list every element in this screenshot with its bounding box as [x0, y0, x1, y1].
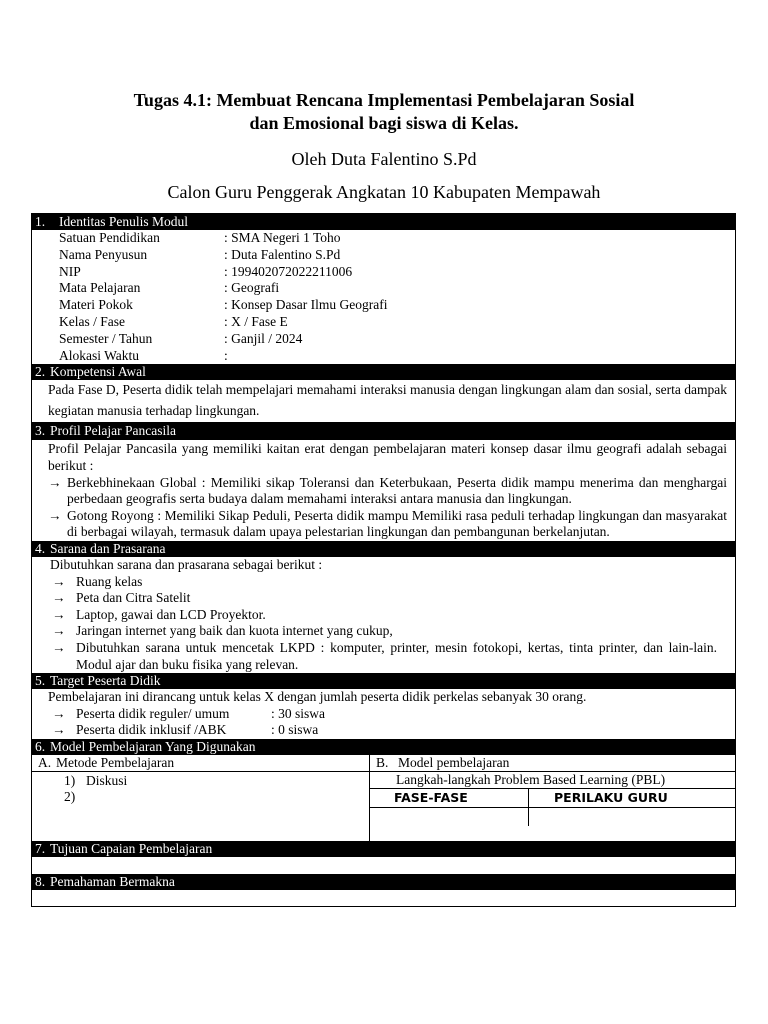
sub-label: B. [376, 754, 389, 770]
module-table [31, 213, 736, 907]
section-number: 1. [35, 214, 46, 229]
list-item-text: Diskusi [86, 772, 128, 788]
identity-row [59, 280, 735, 297]
list-item [64, 789, 369, 805]
identity-value: : 199402072022211006 [224, 263, 353, 279]
section-title: Target Peserta Didik [50, 673, 161, 689]
section-title: Kompetensi Awal [50, 364, 146, 380]
phase-table-row [370, 808, 735, 826]
list-item [48, 590, 717, 607]
identity-row [59, 348, 735, 365]
list-item [64, 773, 369, 789]
author-line: Oleh Duta Falentino S.Pd [291, 149, 477, 169]
learning-method-header [32, 755, 369, 772]
list-item-text: Peta dan Citra Satelit [76, 590, 191, 606]
pancasila-profile [32, 439, 735, 541]
section-title: Sarana dan Prasarana [50, 540, 166, 556]
section-title: Tujuan Capaian Pembelajaran [50, 840, 213, 856]
item-number: 1) [64, 772, 76, 788]
phase-table-header [370, 789, 735, 808]
identity-label: Semester / Tahun [59, 330, 153, 346]
identity-label: Nama Penyusun [59, 246, 148, 262]
section-7-body [32, 857, 735, 874]
pbl-steps-title: Langkah-langkah Problem Based Learning (PBL) [370, 772, 735, 789]
identity-row [59, 264, 735, 281]
facilities [32, 557, 735, 673]
list-item-text: Gotong Royong : Memiliki Sikap Peduli, Peserta didik mampu Memiliki rasa peduli terhadap lingkungan dan masyarakat di berbagai wilayah, termasuk dalam upaya pelestarian lingkungan dan pembangunan berkelanjutan. [67, 507, 727, 540]
section-number: 5. [35, 673, 46, 689]
identity-row [59, 297, 735, 314]
section-number: 8. [35, 873, 46, 889]
arrow-icon: → [48, 474, 62, 490]
arrow-icon: → [52, 623, 66, 639]
section-number: 3. [35, 423, 46, 439]
identity-label: NIP [59, 263, 81, 279]
item-number: 2) [64, 788, 76, 804]
initial-competence-text: Pada Fase D, Peserta didik telah mempelajari memahami interaksi manusia dengan lingkungan alam dan sosial, serta dampak kegiatan manusia terhadap lingkungan. [32, 380, 735, 423]
list-item [48, 574, 717, 591]
identity-label: Satuan Pendidikan [59, 230, 160, 245]
phase-column-header: FASE-FASE [370, 789, 529, 807]
identity-value: : SMA Negeri 1 Toho [224, 230, 341, 245]
title-line-2: dan Emosional bagi siswa di Kelas. [249, 113, 519, 133]
identity-value: : Duta Falentino S.Pd [224, 246, 341, 262]
list-item-text: Berkebhinekaan Global : Memiliki sikap Toleransi dan Keterbukaan, Peserta didik mampu menerima dan menghargai perbedaan geografis serta budaya dalam memahami interaksi antara manusia dan lingkungan. [67, 474, 727, 507]
identity-value: : Geografi [224, 280, 280, 296]
section-5-header [32, 673, 735, 689]
list-item [48, 475, 727, 508]
section-number: 4. [35, 540, 46, 556]
table-cell [370, 808, 529, 826]
learning-method-column [32, 755, 370, 841]
section-3-header [32, 423, 735, 439]
subtitle-line: Calon Guru Penggerak Angkatan 10 Kabupaten Mempawah [167, 182, 601, 202]
section-title: Model Pembelajaran Yang Digunakan [50, 738, 256, 754]
sub-title: Model pembelajaran [398, 754, 510, 770]
section-8-body [32, 890, 735, 906]
list-item-text: Dibutuhkan sarana untuk mencetak LKPD : komputer, printer, mesin fotokopi, kertas, tinta printer, dan lain-lain. Modul ajar dan buku fisika yang relevan. [76, 639, 717, 672]
identity-label: Mata Pelajaran [59, 280, 141, 296]
student-group-count: : 0 siswa [271, 722, 319, 738]
method-list [32, 772, 369, 841]
identity-row [59, 314, 735, 331]
student-group-count: : 30 siswa [271, 705, 325, 721]
section-title: Pemahaman Bermakna [50, 873, 175, 889]
section-8-header [32, 874, 735, 890]
student-group-label: Peserta didik reguler/ umum [76, 705, 230, 721]
learning-model-column [370, 755, 735, 841]
list-item-text: Jaringan internet yang baik dan kuota internet yang cukup, [76, 623, 393, 639]
identity-value: : Konsep Dasar Ilmu Geografi [224, 297, 388, 313]
section-number: 6. [35, 738, 46, 754]
identity-row [59, 230, 735, 247]
identity-row [59, 331, 735, 348]
identity-value: : X / Fase E [224, 313, 288, 329]
arrow-icon: → [52, 722, 66, 738]
sub-label: A. [38, 754, 52, 770]
list-item [48, 640, 717, 673]
section-1-header [32, 214, 735, 230]
title-line-1: Tugas 4.1: Membuat Rencana Implementasi Pembelajaran Sosial [133, 90, 635, 110]
identity-list [32, 230, 735, 364]
arrow-icon: → [52, 606, 66, 622]
arrow-icon: → [48, 507, 62, 523]
student-target [32, 689, 735, 739]
section-6-header [32, 739, 735, 755]
arrow-icon: → [52, 573, 66, 589]
pancasila-intro: Profil Pelajar Pancasila yang memiliki kaitan erat dengan pembelajaran materi konsep dasar ilmu geografi adalah sebagai berikut : [48, 441, 727, 473]
learning-model-grid [32, 755, 735, 841]
table-cell [529, 808, 735, 826]
list-item [48, 508, 727, 541]
sub-title: Metode Pembelajaran [56, 754, 175, 770]
list-item [48, 623, 717, 640]
section-4-header [32, 541, 735, 557]
arrow-icon: → [52, 590, 66, 606]
list-item [48, 722, 735, 739]
student-group-label: Peserta didik inklusif /ABK [76, 722, 227, 738]
list-item [48, 607, 717, 624]
arrow-icon: → [52, 639, 66, 655]
learning-model-header [370, 755, 735, 772]
list-item [48, 706, 735, 723]
list-item-text: Laptop, gawai dan LCD Proyektor. [76, 606, 266, 622]
section-title: Profil Pelajar Pancasila [50, 423, 176, 439]
identity-row [59, 247, 735, 264]
arrow-icon: → [52, 705, 66, 721]
document-title [0, 89, 768, 135]
identity-value: : Ganjil / 2024 [224, 330, 303, 346]
section-7-header [32, 841, 735, 857]
section-title: Identitas Penulis Modul [59, 214, 188, 229]
identity-label: Alokasi Waktu [59, 347, 140, 363]
section-2-header [32, 364, 735, 380]
student-target-intro: Pembelajaran ini dirancang untuk kelas X dengan jumlah peserta didik perkelas sebanyak 30 orang. [48, 689, 587, 705]
section-number: 7. [35, 840, 46, 856]
facilities-intro: Dibutuhkan sarana dan prasarana sebagai berikut : [50, 556, 323, 572]
teacher-behavior-column-header: PERILAKU GURU [554, 789, 668, 805]
identity-value: : [224, 347, 228, 363]
identity-label: Materi Pokok [59, 297, 133, 313]
identity-label: Kelas / Fase [59, 313, 125, 329]
section-number: 2. [35, 364, 46, 380]
list-item-text: Ruang kelas [76, 573, 143, 589]
